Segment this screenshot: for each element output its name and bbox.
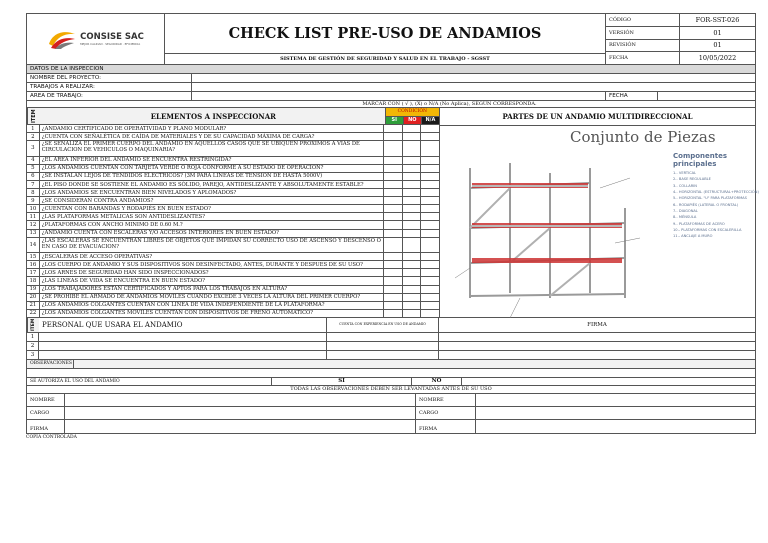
check-no[interactable] [403, 253, 422, 260]
check-no[interactable] [403, 238, 422, 253]
item-text: ¿ANDAMIO CERTIFICADO DE OPERATIVIDAD Y PLANO MODULAR? [40, 125, 384, 132]
checklist-table [27, 108, 440, 318]
authorization-blank [462, 378, 755, 385]
checklist-main [26, 107, 759, 318]
check-no[interactable] [403, 173, 422, 180]
checklist-row [27, 197, 439, 205]
check-si[interactable] [384, 173, 403, 180]
signature-position-row [26, 407, 756, 420]
check-si[interactable] [384, 197, 403, 204]
checklist-row [27, 205, 439, 213]
company-tagline: MEJOR CALIDAD · SEGURIDAD · EFICIENCIA [80, 42, 141, 46]
check-na[interactable] [421, 238, 439, 253]
condition-header: CONDICIÓN [386, 108, 439, 117]
name-label-left: NOMBRE [27, 394, 65, 406]
meta-label: REVISIÓN [606, 40, 680, 52]
item-number: 2 [27, 133, 40, 140]
sign-label-right: FIRMA [416, 420, 476, 433]
authorize-yes[interactable]: SI [272, 378, 412, 385]
check-no[interactable] [403, 230, 422, 237]
scaffold-drawing-icon [450, 148, 655, 338]
item-text: ¿LOS ANDAMIOS CUENTAN CON TARJETA VERDE O ROJA CONFORME A SU ESTADO DE OPERACIÓN? [40, 165, 384, 172]
check-na[interactable] [421, 173, 439, 180]
component-item: 10.- PLATAFORMAS CON ESCALERILLA [673, 228, 742, 233]
check-si[interactable] [384, 213, 403, 220]
item-number: 20 [27, 294, 40, 301]
check-si[interactable] [384, 286, 403, 293]
signature-sign-row [26, 420, 756, 434]
title-box [165, 14, 606, 64]
scaffold-illustration [440, 126, 759, 318]
personnel-sign-input[interactable] [439, 342, 755, 350]
meta-row [606, 52, 755, 64]
company-name: CONSISE SAC [80, 32, 144, 42]
check-si[interactable] [384, 125, 403, 132]
item-number: 10 [27, 205, 40, 212]
item-number: 22 [27, 310, 40, 317]
checklist-row [27, 286, 439, 294]
check-na[interactable] [421, 261, 439, 268]
personnel-row-number: 3 [27, 351, 39, 359]
work-label: TRABAJOS A REALIZAR: [27, 83, 192, 91]
check-na[interactable] [421, 197, 439, 204]
check-no[interactable] [403, 294, 422, 301]
personnel-name-input[interactable] [39, 351, 327, 359]
meta-label: FECHA [606, 52, 680, 64]
check-na[interactable] [421, 165, 439, 172]
meta-label: CÓDIGO [606, 14, 680, 26]
check-na[interactable] [421, 205, 439, 212]
meta-value: 10/05/2022 [698, 54, 737, 63]
parts-title: PARTES DE UN ANDAMIO MULTIDIRECCIONAL [440, 108, 755, 126]
checklist-row [27, 261, 439, 269]
personnel-name-input[interactable] [39, 333, 327, 341]
check-si[interactable] [384, 141, 403, 156]
checklist-row [27, 173, 439, 181]
sign-label-left: FIRMA [27, 420, 65, 433]
mark-instructions: MARCAR CON ( √ ), (X) o N/A (No Aplica), SEGÚN CORRESPONDA. [362, 101, 537, 107]
item-number: 8 [27, 189, 40, 196]
check-no[interactable] [403, 221, 422, 228]
item-number: 9 [27, 197, 40, 204]
item-text: ¿SE INSTALAN LEJOS DE TENDIDOS ELÉCTRICOS? (3M PARA LÍNEAS DE TENSIÓN DE HASTA 5000V) [40, 173, 384, 180]
meta-row [606, 27, 755, 40]
observations-row [26, 360, 756, 369]
item-text: ¿LOS ANDAMIOS COLGANTES CUENTAN CON LÍNEA DE VIDA INDEPENDIENTE DE LA PLATAFORMA? [40, 302, 384, 309]
meta-row [606, 40, 755, 53]
personnel-name-input[interactable] [39, 342, 327, 350]
document-title: CHECK LIST PRE-USO DE ANDAMIOS [165, 14, 605, 54]
check-no[interactable] [403, 269, 422, 276]
checklist-row [27, 125, 439, 133]
item-text: ¿LOS CUERPO DE ANDAMIO Y SUS DISPOSITIVOS SON DESINFECTADO, ANTES, DURANTE Y DESPUES DE SU USO? [40, 261, 384, 268]
item-text: ¿ESCALERAS DE ACCESO OPERATIVAS? [40, 253, 384, 260]
inspection-section-title: DATOS DE LA INSPECCION [30, 66, 104, 72]
component-item: 3.- COLLARIN [673, 183, 697, 188]
check-si[interactable] [384, 189, 403, 196]
check-na[interactable] [421, 310, 439, 317]
checklist-row [27, 277, 439, 285]
item-text: ¿PLATAFORMAS CON ANCHO MINIMO DE 0.60 M.? [40, 221, 384, 228]
component-item: 4.- HORIZONTAL (ESTRUCTURAL+PROTECCIÓN) [673, 190, 759, 195]
check-si[interactable] [384, 253, 403, 260]
sign-input-right[interactable] [476, 420, 755, 433]
check-si[interactable] [384, 230, 403, 237]
authorization-label: SE AUTORIZA EL USO DEL ANDAMIO [27, 378, 272, 385]
check-no[interactable] [403, 181, 422, 188]
check-no[interactable] [403, 133, 422, 140]
checklist-row [27, 230, 439, 238]
item-number: 15 [27, 253, 40, 260]
component-item: 2.- BASE REGULABLE [673, 177, 711, 182]
check-si[interactable] [384, 277, 403, 284]
item-text: ¿LAS LINEAS DE VIDA SE ENCUENTRA EN BUEN ESTADO? [40, 277, 384, 284]
footer-note: COPIA CONTROLADA [26, 434, 77, 440]
checklist-row [27, 181, 439, 189]
check-no[interactable] [403, 302, 422, 309]
check-na[interactable] [421, 189, 439, 196]
check-si[interactable] [384, 133, 403, 140]
check-si[interactable] [384, 157, 403, 164]
component-item: 7.- DIAGONAL [673, 209, 698, 214]
observations-input-2[interactable] [27, 369, 755, 377]
name-input-left[interactable] [65, 394, 416, 406]
observations-input[interactable] [74, 360, 755, 368]
checklist-row [27, 165, 439, 173]
meta-row [606, 14, 755, 27]
check-na[interactable] [421, 230, 439, 237]
components-list [673, 152, 763, 241]
component-item: 6.- RODAPIÉS (LATERAL O FRONTAL) [673, 202, 739, 207]
project-input[interactable] [192, 74, 755, 82]
item-text: ¿LAS PLATAFORMAS METALICAS SON ANTIDESLIZANTES? [40, 213, 384, 220]
checklist-row [27, 294, 439, 302]
check-si[interactable] [384, 181, 403, 188]
condition-option-si: SI [386, 117, 404, 125]
item-number: 7 [27, 181, 40, 188]
check-si[interactable] [384, 310, 403, 317]
signature-name-row [26, 394, 756, 407]
personnel-experience-input[interactable] [327, 342, 439, 350]
observations-label: OBSERVACIONES [27, 360, 74, 368]
component-item: 11.- ANCLAJE A MURO [673, 234, 713, 239]
item-text: ¿LOS TRABAJADORES ESTAN CERTIFICADOS Y APTOS PARA LOS TRABAJOS EN ALTURA? [40, 286, 384, 293]
check-si[interactable] [384, 269, 403, 276]
check-na[interactable] [421, 133, 439, 140]
authorize-no[interactable]: NO [412, 378, 462, 385]
check-si[interactable] [384, 261, 403, 268]
check-na[interactable] [421, 302, 439, 309]
position-label-left: CARGO [27, 407, 65, 419]
check-no[interactable] [403, 213, 422, 220]
parts-panel [440, 108, 759, 318]
item-text: ¿LOS ANDAMIOS SE ENCUENTRAN BIEN NIVELADOS Y APLOMADOS? [40, 189, 384, 196]
check-si[interactable] [384, 165, 403, 172]
meta-value: FOR-SST-026 [695, 15, 740, 24]
check-na[interactable] [421, 221, 439, 228]
item-text: ¿EL ÁREA INFERIOR DEL ANDAMIO SE ENCUENTRA RESTRINGIDA? [40, 157, 384, 164]
personnel-row-number: 2 [27, 342, 39, 350]
item-text: ¿SE CONSIDERAN CONTRA ANDAMIOS? [40, 197, 384, 204]
check-si[interactable] [384, 302, 403, 309]
position-input-left[interactable] [65, 407, 416, 419]
check-no[interactable] [403, 261, 422, 268]
check-si[interactable] [384, 294, 403, 301]
date-label: FECHA [606, 92, 658, 100]
item-text: ¿SE PROHÍBE EL ARMADO DE ANDAMIOS MÓVILES CUANDO EXCEDE 3 VECES LA ALTURA DEL PRIMER CUERPO? [40, 294, 384, 301]
check-no[interactable] [403, 286, 422, 293]
item-number: 13 [27, 230, 40, 237]
checklist-row [27, 157, 439, 165]
item-text: ¿LAS ESCALERAS SE ENCUENTRAN LIBRES DE OBJETOS QUE IMPIDAN SU CORRECTO USO DE ASCENSO Y DESCENSO O EN CASO DE EVACUACION? [40, 238, 384, 253]
instructions-row [26, 101, 756, 107]
checklist-row [27, 253, 439, 261]
item-text: ¿LOS ARNES DE SEGURIDAD HAN SIDO INSPECCIONADOS? [40, 269, 384, 276]
meta-value: 01 [713, 41, 722, 50]
condition-option-no: NO [404, 117, 422, 125]
check-no[interactable] [403, 165, 422, 172]
personnel-experience-input[interactable] [327, 333, 439, 341]
check-na[interactable] [421, 294, 439, 301]
check-no[interactable] [403, 189, 422, 196]
check-na[interactable] [421, 269, 439, 276]
personnel-item-header: ITEM [27, 318, 39, 332]
name-input-right[interactable] [476, 394, 755, 406]
sign-header: FIRMA [587, 321, 607, 328]
area-row [26, 92, 756, 101]
document-header [26, 13, 756, 65]
item-text: ¿ANDAMIO CUENTA CON ESCALERAS Y/O ACCESOS INTERIORES EN BUEN ESTADO? [40, 230, 384, 237]
check-na[interactable] [421, 157, 439, 164]
check-na[interactable] [421, 181, 439, 188]
experience-header: CUENTA CON EXPERIENCIA EN USO DE ANDAMIO [327, 318, 439, 332]
checklist-row [27, 189, 439, 197]
check-no[interactable] [403, 197, 422, 204]
check-na[interactable] [421, 253, 439, 260]
inspection-section-title-row [26, 65, 756, 74]
personnel-sign-input[interactable] [439, 351, 755, 359]
condition-option-na: N/A [422, 117, 439, 125]
authorization-note-row [26, 386, 756, 394]
item-number: 14 [27, 238, 40, 253]
checklist-row [27, 213, 439, 221]
checklist-document [26, 13, 759, 440]
item-text: ¿LOS ANDAMIOS COLGANTES MÓVILES CUENTAN CON DISPOSITIVOS DE FRENO AUTOMÁTICO? [40, 310, 384, 317]
check-na[interactable] [421, 213, 439, 220]
item-text: ¿CUENTAN CON BARANDAS Y RODAPIÉS EN BUEN ESTADO? [40, 205, 384, 212]
meta-value: 01 [713, 28, 722, 37]
component-item: 8.- MÉNSULA [673, 215, 697, 220]
parts-image-title: Conjunto de Piezas [570, 128, 716, 146]
checklist-row [27, 238, 439, 254]
check-na[interactable] [421, 125, 439, 132]
check-no[interactable] [403, 157, 422, 164]
condition-options [386, 117, 439, 125]
item-number: 16 [27, 261, 40, 268]
check-na[interactable] [421, 286, 439, 293]
meta-label: VERSIÓN [606, 27, 680, 39]
document-meta [606, 14, 755, 64]
observations-blank-row [26, 369, 756, 378]
checklist-row [27, 302, 439, 310]
component-item: 1.- VERTICAL [673, 171, 697, 175]
check-no[interactable] [403, 205, 422, 212]
check-no[interactable] [403, 141, 422, 156]
check-si[interactable] [384, 221, 403, 228]
item-number: 3 [27, 141, 40, 156]
component-item: 5.- HORIZONTAL "U" PARA PLATAFORMAS [673, 196, 747, 201]
check-no[interactable] [403, 277, 422, 284]
check-no[interactable] [403, 125, 422, 132]
elements-header: ELEMENTOS A INSPECCIONAR [40, 108, 386, 124]
checklist-row [27, 310, 439, 318]
project-label: NOMBRE DEL PROYECTO: [27, 74, 192, 82]
condition-header-group [386, 108, 439, 124]
document-subtitle: SISTEMA DE GESTIÓN DE SEGURIDAD Y SALUD EN EL TRABAJO - SGSST [280, 56, 490, 62]
check-na[interactable] [421, 141, 439, 156]
checklist-row [27, 133, 439, 141]
item-number: 17 [27, 269, 40, 276]
component-item: 9.- PLATAFORMAS DE ACERO [673, 221, 725, 226]
work-input[interactable] [192, 83, 755, 91]
item-number: 5 [27, 165, 40, 172]
position-label-right: CARGO [416, 407, 476, 419]
item-text: ¿CUENTA CON SEÑALÉTICA DE CAÍDA DE MATERIALES Y DE SU CAPACIDAD MÁXIMA DE CARGA? [40, 133, 384, 140]
area-input[interactable] [192, 92, 606, 100]
company-logo [27, 14, 165, 64]
personnel-row [26, 342, 756, 351]
personnel-row-number: 1 [27, 333, 39, 341]
logo-swoosh-icon [47, 28, 77, 50]
item-number: 11 [27, 213, 40, 220]
check-na[interactable] [421, 277, 439, 284]
item-number: 4 [27, 157, 40, 164]
checklist-row [27, 221, 439, 229]
position-input-right[interactable] [476, 407, 755, 419]
check-no[interactable] [403, 310, 422, 317]
item-number: 1 [27, 125, 40, 132]
work-row [26, 83, 756, 92]
item-number: 18 [27, 277, 40, 284]
project-row [26, 74, 756, 83]
personnel-experience-input[interactable] [327, 351, 439, 359]
name-label-right: NOMBRE [416, 394, 476, 406]
item-number: 12 [27, 221, 40, 228]
item-text: ¿SE SEÑALIZA EL PRIMER CUERPO DEL ANDAMIO EN AQUELLOS CASOS QUE SE UBIQUEN PROXIMOS A VIAS DE CIRCULACION DE VEHICULOS O MAQUINARIA? [40, 141, 384, 156]
item-text: ¿EL PISO DONDE SE SOSTIENE EL ANDAMIO ES SÓLIDO, PAREJO, ANTIDESLIZANTE Y ABSOLUTAMENTE ESTABLE? [40, 181, 384, 188]
checklist-header-row [27, 108, 439, 125]
authorization-row [26, 378, 756, 386]
personnel-title: PERSONAL QUE USARA EL ANDAMIO [39, 318, 327, 332]
checklist-row [27, 269, 439, 277]
item-number: 19 [27, 286, 40, 293]
item-number: 6 [27, 173, 40, 180]
check-si[interactable] [384, 205, 403, 212]
checklist-row [27, 141, 439, 157]
checklist-items [27, 125, 439, 318]
date-input[interactable] [658, 92, 755, 100]
check-si[interactable] [384, 238, 403, 253]
components-title: Componentes principales [673, 152, 728, 168]
personnel-row [26, 351, 756, 360]
item-header: ITEM [27, 108, 40, 124]
sign-input-left[interactable] [65, 420, 416, 433]
item-number: 21 [27, 302, 40, 309]
authorization-note: TODAS LAS OBSERVACIONES DEBEN SER LEVANTADAS ANTES DE SU USO [290, 386, 492, 393]
area-label: AREA DE TRABAJO: [27, 92, 192, 100]
